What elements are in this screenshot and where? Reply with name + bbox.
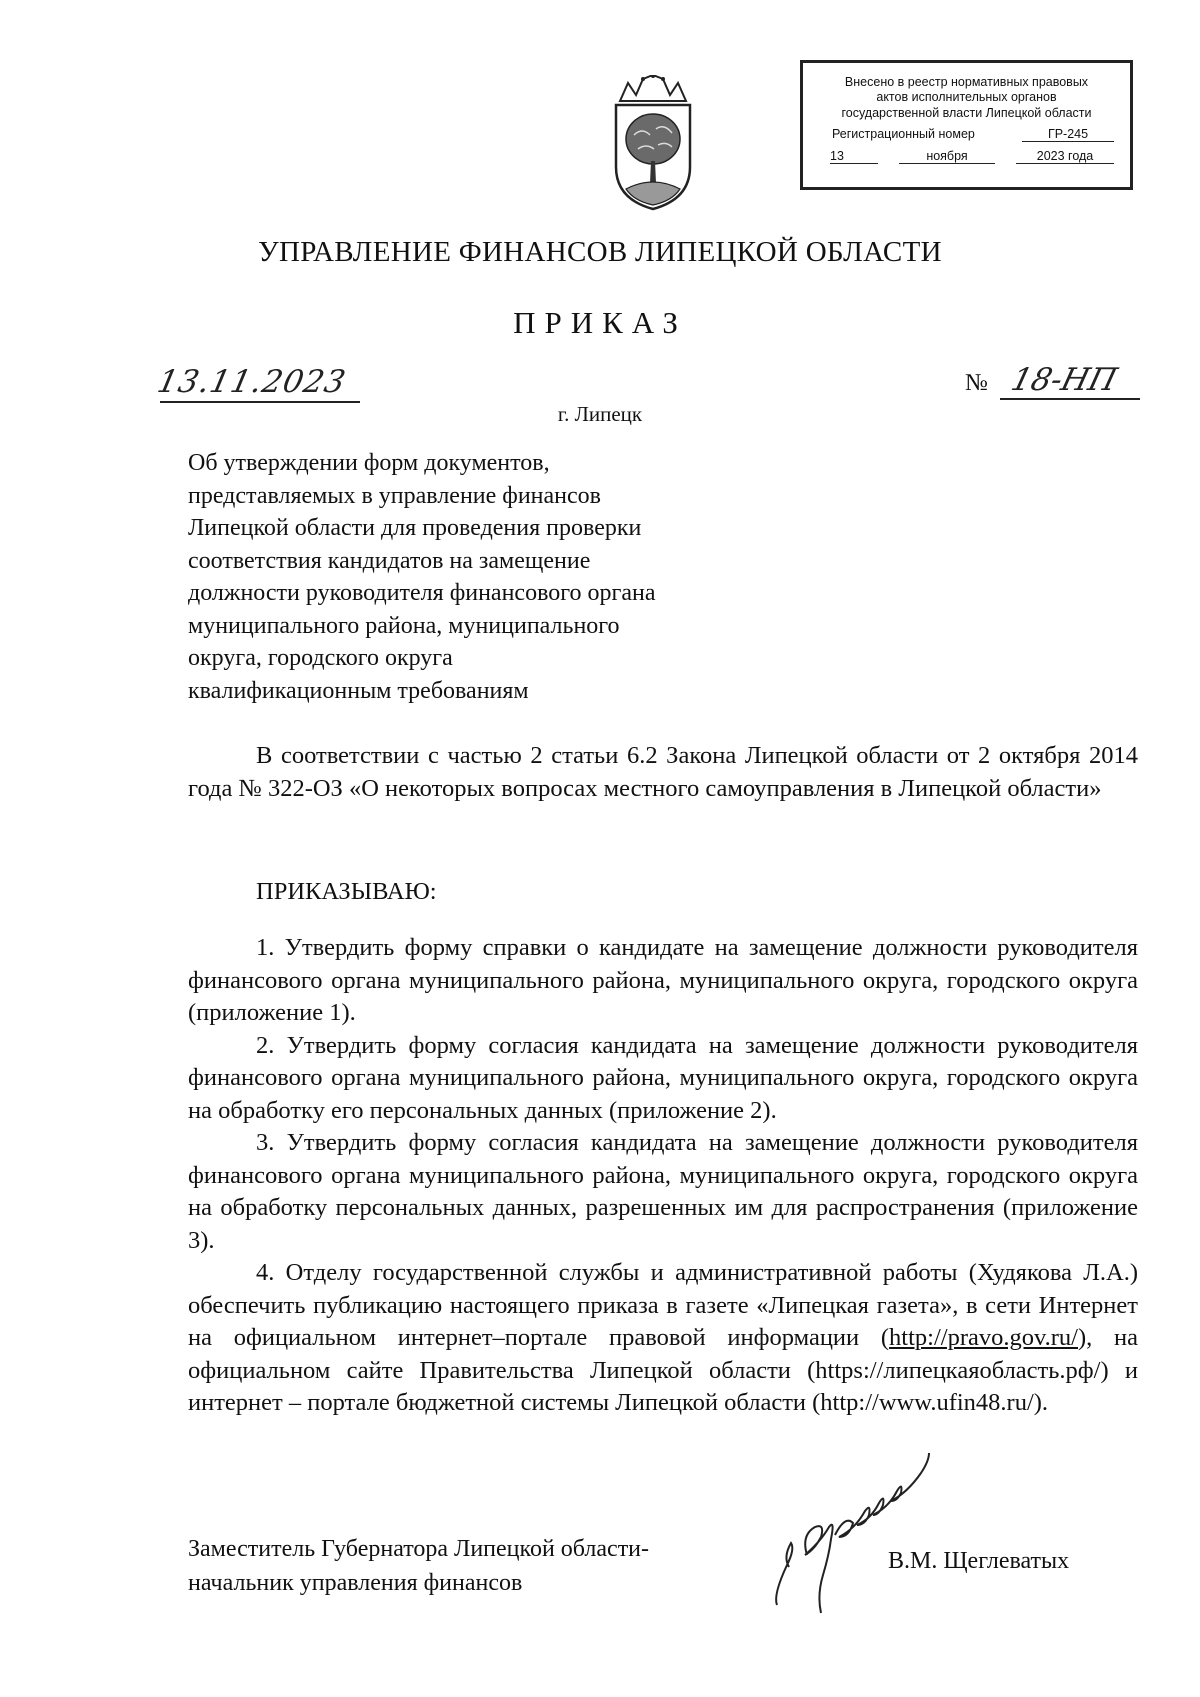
- order-items: [188, 932, 1138, 1420]
- stamp-year: 2023 года: [1016, 149, 1114, 164]
- coat-of-arms-icon: [612, 75, 694, 211]
- preamble: В соответствии с частью 2 статьи 6.2 Закона Липецкой области от 2 октября 2014 года № 322-ОЗ «О некоторых вопросах местного самоуправления в Липецкой области»: [188, 742, 1138, 802]
- subject-line: муниципального района, муниципального: [188, 612, 620, 639]
- stamp-reg-number: ГР-245: [1022, 127, 1114, 142]
- order-subject: [188, 447, 788, 707]
- registry-stamp: [800, 60, 1133, 190]
- item-4-text: 4. Отделу государственной службы и административной работы (Худякова Л.А.) обеспечить публикацию настоящего приказа в газете «Липецкая газета», в сети Интернет на официальном интернет–портале правовой информации (: [188, 1259, 1138, 1351]
- subject-line: Липецкой области для проведения проверки: [188, 515, 642, 541]
- subject-line: должности руководителя финансового органа: [188, 580, 656, 606]
- stamp-line: актов исполнительных органов: [876, 90, 1057, 104]
- organization-name: УПРАВЛЕНИЕ ФИНАНСОВ ЛИПЕЦКОЙ ОБЛАСТИ: [258, 236, 942, 268]
- order-item-4: [188, 1257, 1138, 1420]
- signatory-name: В.М. Щеглеватых: [888, 1548, 1070, 1574]
- pravo-link[interactable]: http://pravo.gov.ru/: [889, 1324, 1078, 1351]
- number-underline: [1000, 398, 1140, 400]
- city: г. Липецк: [557, 402, 643, 426]
- handwritten-signature: [765, 1445, 965, 1615]
- order-date: 13.11.2023: [154, 364, 350, 400]
- subject-line: округа, городского округа: [188, 645, 453, 671]
- stamp-line: государственной власти Липецкой области: [841, 106, 1092, 120]
- order-item-3: 3. Утвердить форму согласия кандидата на замещение должности руководителя финансового органа муниципального района, муниципального округа, городского округа на обработку персональных данных, разрешенных им для распространения (приложение 3).: [188, 1129, 1138, 1254]
- order-item-1: 1. Утвердить форму справки о кандидате на замещение должности руководителя финансового органа муниципального района, муниципального округа, городского округа (приложение 1).: [188, 934, 1138, 1026]
- order-item-2: 2. Утвердить форму согласия кандидата на замещение должности руководителя финансового органа муниципального района, муниципального округа, городского округа на обработку его персональных данных (приложение 2).: [188, 1031, 1138, 1124]
- subject-line: представляемых в управление финансов: [188, 482, 602, 509]
- order-number: 18-НП: [1007, 362, 1121, 398]
- stamp-line: Внесено в реестр нормативных правовых: [844, 75, 1089, 89]
- subject-line: соответствия кандидатов на замещение: [188, 547, 591, 574]
- signatory-role: [188, 1532, 649, 1600]
- subject-line: квалификационным требованиям: [188, 677, 529, 704]
- role-line: Заместитель Губернатора Липецкой области-: [188, 1536, 650, 1562]
- stamp-month: ноября: [899, 149, 995, 164]
- order-word: ПРИКАЗЫВАЮ:: [256, 878, 437, 905]
- stamp-day: 13: [830, 149, 878, 164]
- role-line: начальник управления финансов: [188, 1570, 523, 1596]
- document-title: ПРИКАЗ: [513, 305, 687, 340]
- stamp-reg-label: Регистрационный номер: [832, 127, 975, 141]
- subject-line: Об утверждении форм документов,: [188, 450, 550, 476]
- item-4-text-end: ), на официальном сайте Правительства Липецкой области (https://липецкаяобласть.рф/) и интернет – портале бюджетной системы Липецкой области (http://www.ufin48.ru/).: [188, 1324, 1138, 1416]
- number-label: №: [965, 370, 988, 396]
